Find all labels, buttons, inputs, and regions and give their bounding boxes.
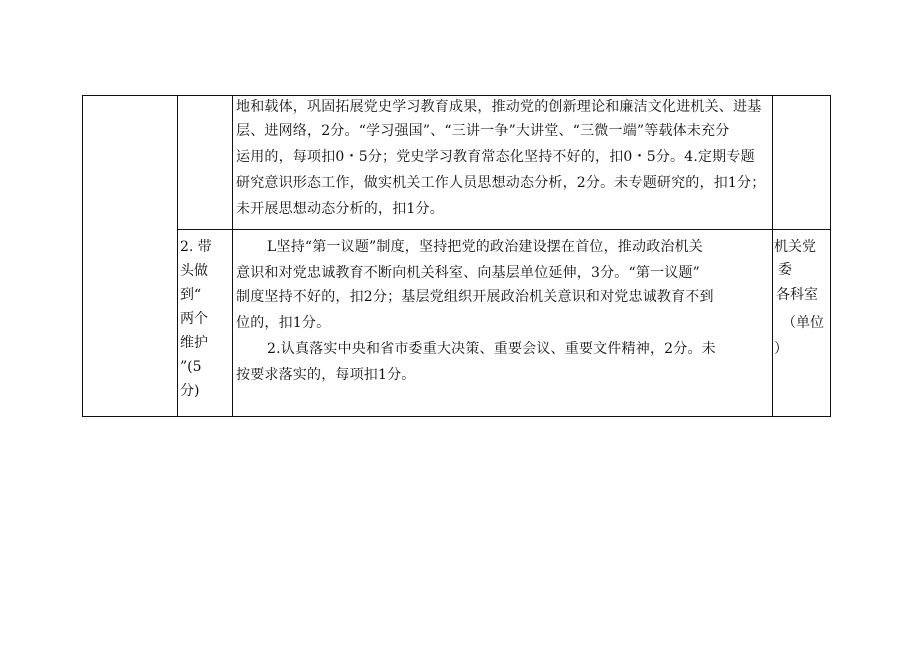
row1-content-line: 未开展思想动态分析的，扣1分。 [236, 201, 444, 217]
row2-content-line: 位的，扣1分。 [236, 315, 331, 331]
row2-content-line: 2.认真落实中央和省市委重大决策、重要会议、重要文件精神，2分。未 [267, 341, 716, 357]
row2-item-line: 头做 [180, 263, 208, 279]
row2-item-line: 维护 [180, 335, 208, 351]
column-divider-1 [177, 95, 178, 417]
row2-dept-line: （单位 [782, 315, 824, 331]
row1-content-line: 运用的，每项扣0・5分；党史学习教育常态化坚持不好的，扣0・5分。4.定期专题 [236, 149, 755, 165]
row2-dept-line: 机关党 [774, 239, 816, 255]
row2-content-line: 制度坚持不好的，扣2分；基层党组织开展政治机关意识和对党忠诚教育不到 [236, 289, 714, 305]
table-right-border [830, 95, 831, 417]
row1-content-line: 研究意识形态工作，做实机关工作人员思想动态分析，2分。未专题研究的，扣1分； [236, 175, 766, 191]
row2-dept-line: ） [774, 341, 788, 357]
row2-item-line: 到“ [180, 287, 202, 303]
row2-content-line: 按要求落实的，每项扣1分。 [236, 367, 416, 383]
row2-dept-line: 各科室 [776, 287, 818, 303]
row1-content-line: 层、进网络，2分。“学习强国”、“三讲一争”大讲堂、“三微一端”等载体未充分 [236, 123, 730, 139]
table-left-border [82, 95, 83, 417]
row-divider [177, 229, 831, 230]
row2-dept-line: 委 [778, 262, 792, 278]
row2-content-line: L坚持“第一议题”制度，坚持把党的政治建设摆在首位，推动政治机关 [267, 239, 704, 255]
row2-item-line: ”(5 [180, 359, 202, 375]
column-divider-2 [232, 95, 233, 417]
table-bottom-border [82, 416, 831, 417]
row2-item-line: 两个 [180, 311, 208, 327]
column-divider-3 [772, 95, 773, 417]
row2-content-line: 意识和对党忠诚教育不断向机关科室、向基层单位延伸，3分。“第一议题” [236, 265, 701, 281]
row1-content-line: 地和载体，巩固拓展党史学习教育成果，推动党的创新理论和廉洁文化进机关、进基 [236, 99, 762, 115]
row2-item-line: 分) [180, 383, 200, 399]
row2-item-line: 2. 带 [180, 239, 212, 255]
